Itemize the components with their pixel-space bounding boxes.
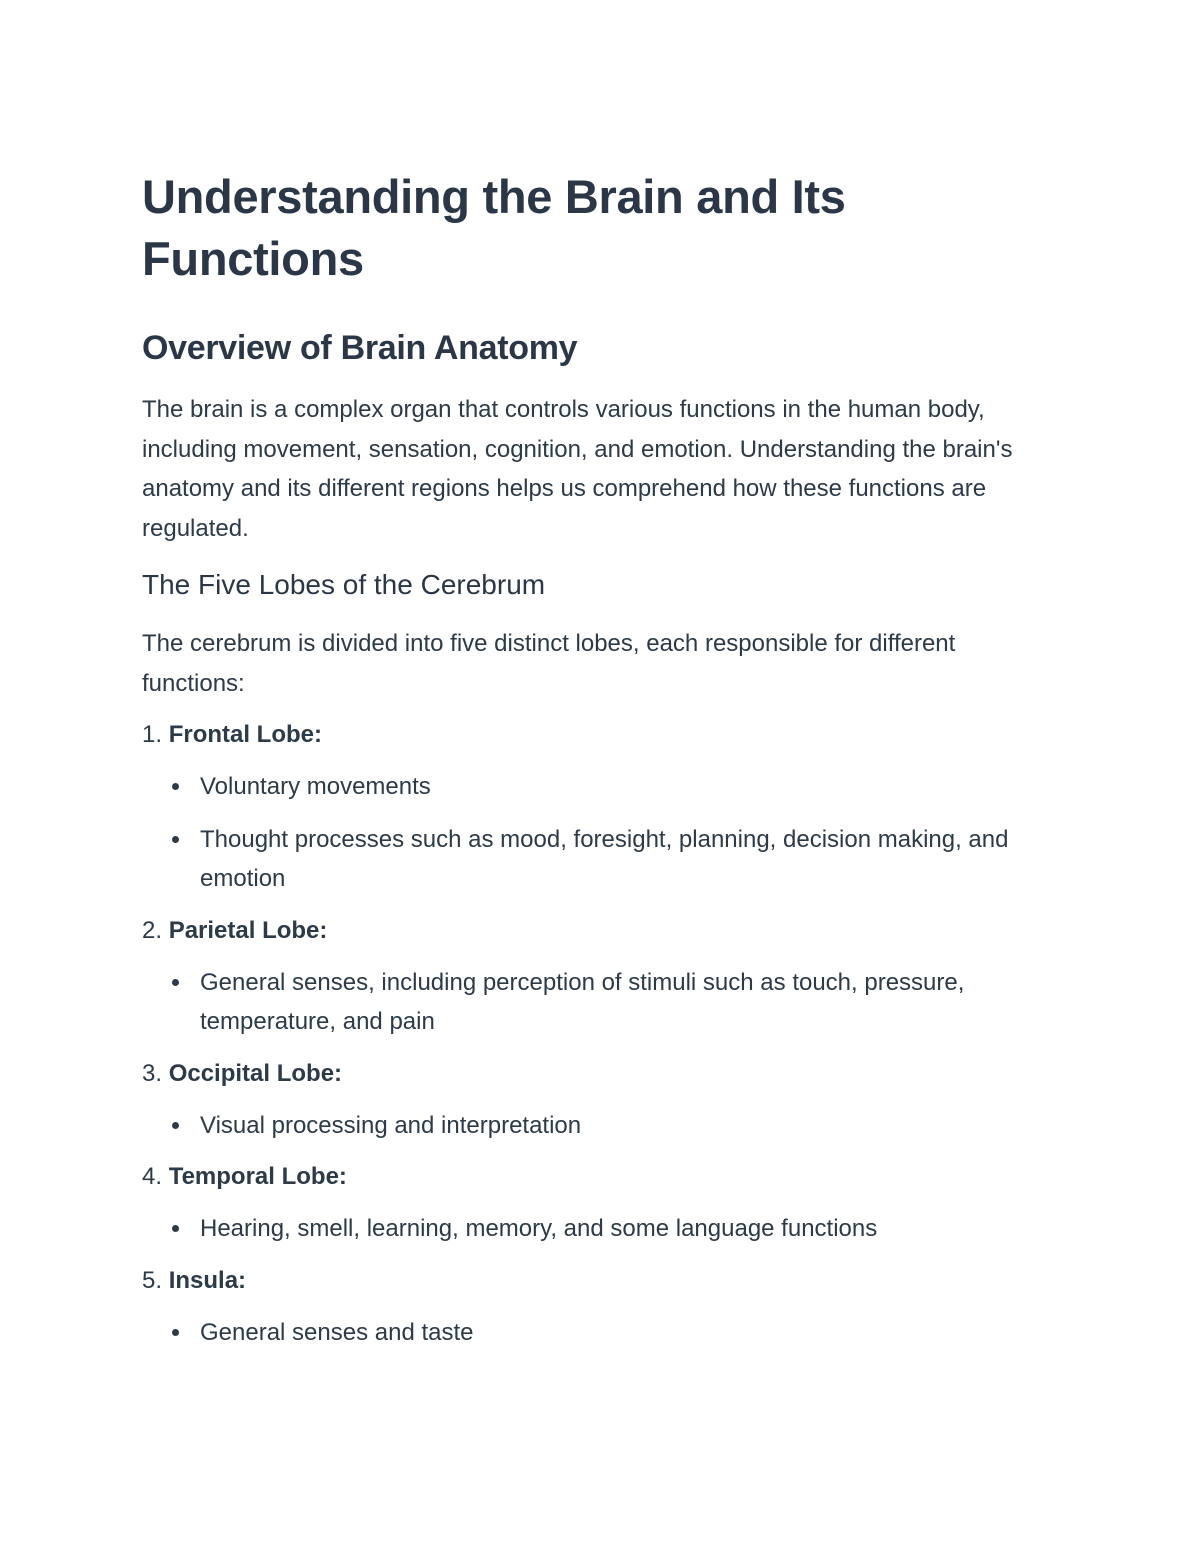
list-item [142, 911, 1062, 1042]
list-item [142, 820, 1062, 899]
lobe-title [142, 715, 1062, 754]
lobe-functions [142, 1313, 1062, 1353]
lobe-functions [142, 963, 1062, 1042]
lobe-name: Frontal Lobe: [168, 721, 323, 748]
lobe-name: Parietal Lobe: [168, 916, 328, 944]
function-text: Voluntary movements [200, 773, 431, 800]
list-item [142, 767, 1062, 807]
list-item [142, 1209, 1062, 1249]
bullet-icon [172, 979, 179, 986]
lobe-number: 3. [142, 1059, 163, 1087]
lobe-functions [142, 767, 1062, 899]
document-page [142, 166, 1062, 1352]
bullet-icon [172, 1225, 179, 1232]
function-text: General senses, including perception of stimuli such as touch, pressure, temperature, and pain [200, 968, 965, 1035]
lobe-name: Insula: [168, 1266, 247, 1294]
lobe-title [142, 1157, 1062, 1196]
list-item [142, 1313, 1062, 1353]
list-item [142, 1054, 1062, 1146]
bullet-icon [172, 1122, 179, 1129]
lobe-title [142, 911, 1062, 950]
function-text: Thought processes such as mood, foresight, planning, decision making, and emotion [200, 825, 1009, 892]
intro-paragraph: The brain is a complex organ that controls various functions in the human body, including movement, sensation, cognition, and emotion. Understanding the brain's anatomy and its different regions helps us comprehend how these functions are regulated. [142, 396, 1013, 542]
document-title: Understanding the Brain and Its Functions [142, 170, 846, 285]
lobe-name: Temporal Lobe: [168, 1163, 347, 1190]
lobe-number: 2. [142, 916, 163, 944]
section-heading: Overview of Brain Anatomy [142, 329, 578, 367]
list-item [142, 715, 1062, 899]
lobe-functions [142, 1209, 1062, 1249]
function-text: Visual processing and interpretation [200, 1111, 582, 1139]
function-text: Hearing, smell, learning, memory, and some language functions [200, 1215, 878, 1242]
bullet-icon [172, 1329, 179, 1336]
subsection-heading: The Five Lobes of the Cerebrum [142, 569, 546, 600]
lobe-title [142, 1054, 1062, 1093]
list-item [142, 1261, 1062, 1353]
lobe-number: 4. [142, 1163, 163, 1190]
lobe-number: 1. [142, 721, 163, 748]
function-text: General senses and taste [200, 1318, 474, 1346]
lobes-list [142, 715, 1062, 1352]
subsection-paragraph: The cerebrum is divided into five distinct lobes, each responsible for different functions: [142, 630, 956, 697]
lobe-name: Occipital Lobe: [168, 1059, 343, 1087]
list-item [142, 963, 1062, 1042]
bullet-icon [172, 836, 179, 843]
bullet-icon [172, 783, 179, 790]
lobe-functions [142, 1106, 1062, 1146]
lobe-title [142, 1261, 1062, 1300]
lobe-number: 5. [142, 1266, 163, 1294]
list-item [142, 1157, 1062, 1249]
list-item [142, 1106, 1062, 1146]
